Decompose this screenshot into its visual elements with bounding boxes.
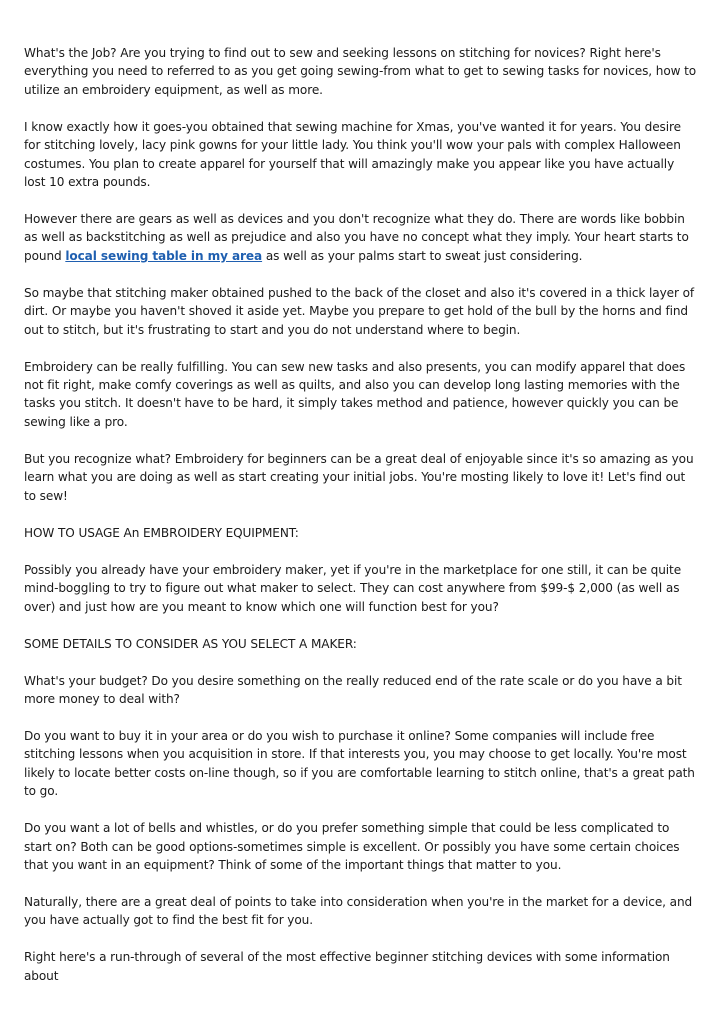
section-heading-how-to-use: HOW TO USAGE An EMBROIDERY EQUIPMENT: (24, 525, 299, 540)
document-body (24, 44, 698, 1004)
paragraph-fulfilling: Embroidery can be really fulfilling. You can sew new tasks and also presents, you can modify apparel that does not fit right, make comfy coverings as well as quilts, and also you can develop long lasting memories with the tasks you stitch. It doesn't have to be hard, it simply takes method and patience, however quickly you can be sewing like a pro. (24, 359, 686, 429)
paragraph-budget: What's your budget? Do you desire something on the really reduced end of the rate scale or do you have a bit more money to deal with? (24, 673, 682, 706)
paragraph-intro: What's the Job? Are you trying to find out to sew and seeking lessons on stitching for novices? Right here's everything you need to referred to as you get going sewing-from what to get to sewing tasks for novices, how to utilize an embroidery equipment, as well as more. (24, 46, 697, 97)
paragraph-text-before-link: However there are gears as well as devices and you don't recognize what they do. There are words like bobbin as well as backstitching as well as prejudice and also you have no concept what they imply. Your heart starts to pound (24, 212, 689, 263)
sewing-table-link[interactable]: local sewing table in my area (65, 248, 263, 263)
paragraph-text-after-link: as well as your palms start to sweat just considering. (262, 248, 583, 263)
paragraph-choosing-machine: Possibly you already have your embroidery maker, yet if you're in the marketplace for one still, it can be quite mind-boggling to try to figure out what maker to select. They can cost anywhere from $99-$ 2,000 (as well as over) and just how are you meant to know which one will function best for you? (24, 562, 682, 614)
paragraph-best-fit: Naturally, there are a great deal of points to take into consideration when you're in the market for a device, and you have actually got to find the best fit for you. (24, 894, 693, 928)
section-heading-details: SOME DETAILS TO CONSIDER AS YOU SELECT A MAKER: (24, 636, 357, 651)
paragraph-run-through: Right here's a run-through of several of the most effective beginner stitching devices with some information about (24, 950, 670, 983)
paragraph-closet: So maybe that stitching maker obtained pushed to the back of the closet and also it's covered in a thick layer of dirt. Or maybe you haven't shoved it aside yet. Maybe you prepare to get hold of the bull by the horns and find out to stitch, but it's frustrating to start and you do not understand where to begin. (24, 285, 695, 337)
paragraph-buy-local-online: Do you want to buy it in your area or do you wish to purchase it online? Some companies will include free stitching lessons when you acquisition in store. If that interests you, you may choose to get locally. You're most likely to locate better costs on-line though, so if you are comfortable learning to stitch online, that's a great path to go. (24, 728, 695, 799)
paragraph-enjoyable: But you recognize what? Embroidery for beginners can be a great deal of enjoyable since it's so amazing as you learn what you are doing as well as start creating your initial jobs. You're mosting likely to love it! Let's find out to sew! (24, 451, 694, 503)
paragraph-xmas-machine: I know exactly how it goes-you obtained that sewing machine for Xmas, you've wanted it for years. You desire for stitching lovely, lacy pink gowns for your little lady. You think you'll wow your pals with complex Halloween costumes. You plan to create apparel for yourself that will amazingly make you appear like you have actually lost 10 extra pounds. (24, 119, 681, 190)
paragraph-bells-whistles: Do you want a lot of bells and whistles, or do you prefer something simple that could be less complicated to start on? Both can be good options-sometimes simple is excellent. Or possibly you have some certain choices that you want in an equipment? Think of some of the important things that matter to you. (24, 821, 680, 872)
paragraph-gears-devices (24, 210, 698, 265)
